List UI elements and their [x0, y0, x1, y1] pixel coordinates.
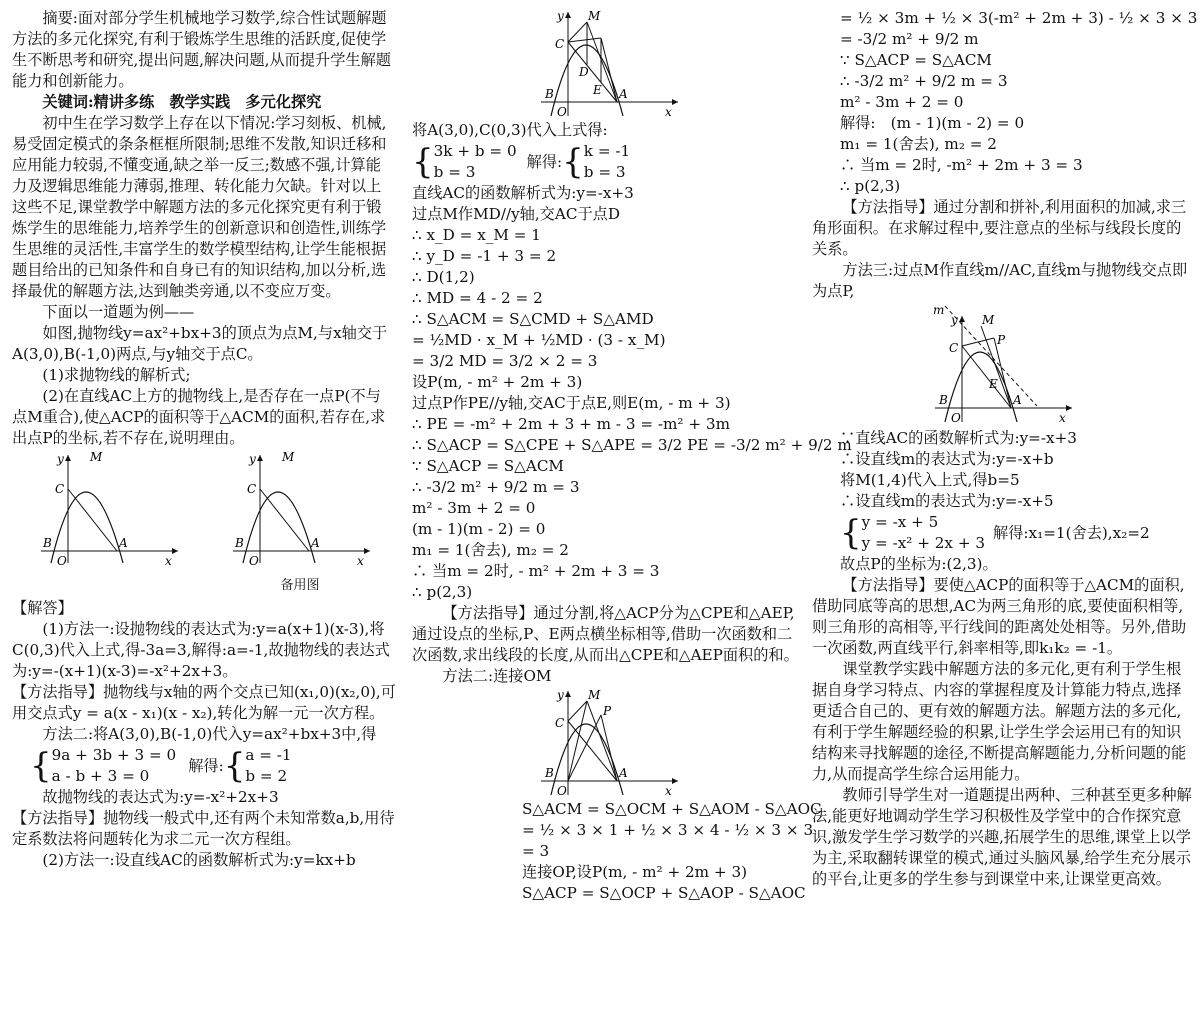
question-2: (2)在直线AC上方的抛物线上,是否存在一点P(不与点M重合),使△ACP的面积等于△ACM的面积,若存在,求出点P的坐标,若不存在,说明理由。 [12, 387, 386, 447]
figure-method1 [533, 8, 683, 120]
label-x: x [165, 554, 172, 568]
method-2: 方法二:将A(3,0),B(-1,0)代入y=ax²+bx+3中,得 [42, 725, 377, 743]
label-m: M [282, 451, 295, 464]
math-line: ∴ 当m = 2时, - m² + 2m + 3 = 3 [412, 562, 660, 580]
label-o: O [57, 554, 67, 568]
guide-2: 【方法指导】抛物线一般式中,还有两个未知常数a,b,用待定系数法将问题转化为求二元一次方程组。 [12, 809, 395, 848]
label-y: y [57, 452, 64, 466]
label-b: B [235, 536, 244, 550]
method-2-part2: 方法二:连接OM [442, 667, 552, 685]
closing-paragraph-2: 教师引导学生对一道题提出两种、三种甚至更多种解法,能更好地调动学生学习积极性及学堂中的合作探究意识,激发学生学习数学的兴趣,拓展学生的思维,课堂上以学为主,采取翻转课堂的模式,通过头脑风暴,给学生充分展示的平台,让更多的学生参与到课堂中来,让课堂更高效。 [812, 786, 1192, 888]
math-line: ∴ D(1,2) [412, 268, 475, 286]
equation: b = 3 [583, 163, 626, 181]
label-c: C [555, 716, 565, 730]
math-line: ∴ -3/2 m² + 9/2 m = 3 [840, 72, 1008, 90]
label-m: M [588, 688, 601, 702]
equation: a = -1 [245, 746, 292, 764]
figure-parabola [33, 451, 183, 569]
intro-paragraph: 初中生在学习数学上存在以下情况:学习刻板、机械,易受固定模式的条条框框所限制;思维不发散,知识迁移和应用能力较弱,不懂变通,缺之举一反三;数感不强,计算能力及逻辑思维能力薄弱,推理、转化能力欠缺。针对以上这些不足,课堂教学中解题方法的多元化探究更有利于锻炼学生的思维能力,培养学生的创新意识和创造性,训练学生思维的灵活性,丰富学生的数学模型结构,让学生能根据题目给出的已知条件和自身已有的知识结构,加以分析,选择最优的解题方法,达到触类旁通,以不变应万变。 [12, 114, 387, 300]
label-o: O [557, 784, 567, 798]
label-m: M [588, 9, 601, 23]
label-e: E [989, 377, 998, 391]
math-line: 将M(1,4)代入上式,得b=5 [840, 471, 1020, 489]
label-c: C [949, 341, 959, 355]
equation: b = 2 [245, 767, 288, 785]
math-line: 解得: (m - 1)(m - 2) = 0 [840, 114, 1025, 132]
problem-statement: 如图,抛物线y=ax²+bx+3的顶点为点M,与x轴交于A(3,0),B(-1,0)两点,与y轴交于点C。 [12, 324, 388, 363]
label-x: x [1059, 411, 1066, 425]
math-line: ∴ y_D = -1 + 3 = 2 [412, 247, 557, 265]
math-line: S△ACP = S△OCP + S△AOP - S△AOC [522, 884, 806, 902]
math-line: m² - 3m + 2 = 0 [412, 499, 536, 517]
label-a: A [619, 766, 628, 780]
label-m-line: m [933, 303, 945, 317]
system-3: { y = -x + 5 y = -x² + 2x + 3 解得:x₁=1(舍去),x₂=2 [840, 513, 1150, 553]
label-o: O [951, 411, 961, 425]
label-x: x [665, 105, 672, 119]
method-2-result: 故抛物线的表达式为:y=-x²+2x+3 [42, 788, 279, 806]
label-m: M [982, 313, 995, 327]
system-1: { 9a + 3b + 3 = 0 a - b + 3 = 0 解得: { a = -1 b = 2 [30, 746, 292, 786]
method-3: 方法三:过点M作直线m//AC,直线m与抛物线交点即为点P, [812, 261, 1188, 300]
math-line: 设P(m, - m² + 2m + 3) [412, 373, 583, 391]
label-b: B [545, 766, 554, 780]
label-d: D [579, 65, 589, 79]
math-line: ∴设直线m的表达式为:y=-x+b [840, 450, 1054, 468]
solve-label: 解得: [526, 152, 563, 171]
math-line: 连接OP,设P(m, - m² + 2m + 3) [522, 863, 748, 881]
math-line: = ½MD · x_M + ½MD · (3 - x_M) [412, 331, 666, 349]
label-x: x [357, 554, 364, 568]
substitute-line: 将A(3,0),C(0,3)代入上式得: [412, 121, 608, 139]
math-line: m² - 3m + 2 = 0 [840, 93, 964, 111]
label-y: y [249, 452, 256, 466]
math-line: ∵直线AC的函数解析式为:y=-x+3 [840, 429, 1077, 447]
math-line: ∴ S△ACM = S△CMD + S△AMD [412, 310, 654, 328]
part2-method-1: (2)方法一:设直线AC的函数解析式为:y=kx+b [42, 851, 356, 869]
math-line: = ½ × 3 × 1 + ½ × 3 × 4 - ½ × 3 × 3 [522, 821, 814, 839]
equation: 3k + b = 0 [433, 142, 517, 160]
math-line: ∵ S△ACP = S△ACM [840, 51, 992, 69]
equation: y = -x² + 2x + 3 [861, 534, 986, 552]
label-e: E [593, 83, 602, 97]
math-line: 过点P作PE//y轴,交AC于点E,则E(m, - m + 3) [412, 394, 731, 412]
method-1: (1)方法一:设抛物线的表达式为:y=a(x+1)(x-3),将C(0,3)代入上式,得-3a=3,解得:a=-1,故抛物线的表达式为:y=-(x+1)(x-3)=-x²+2x+3。 [12, 620, 390, 680]
label-p: P [603, 704, 612, 718]
closing-paragraph-1: 课堂教学实践中解题方法的多元化,更有利于学生根据自身学习特点、内容的掌握程度及计算能力特点,选择更适合自己的、更有效的解题方法。解题方法的多元化,有利于学生解题经验的积累,让学生学会运用已有的知识结构来寻找解题的途径,不断提高解题能力,分析问题的能力,从而提高学生综合运用能力。 [812, 660, 1187, 783]
guide-5: 【方法指导】要使△ACP的面积等于△ACM的面积,借助同底等高的思想,AC为两三角形的底,要使面积相等,则三角形的高相等,平行线间的距离处处相等。另外,借助一次函数,两直线平行,斜率相等,即k₁k₂ = -1。 [812, 576, 1187, 657]
question-1: (1)求抛物线的解析式; [42, 366, 191, 384]
math-line: m₁ = 1(舍去), m₂ = 2 [412, 541, 569, 559]
column-1 [12, 8, 396, 871]
label-p: P [997, 333, 1006, 347]
figure-caption: 备用图 [280, 578, 320, 593]
math-line: ∴ p(2,3) [840, 177, 901, 195]
label-m: M [90, 451, 103, 464]
label-y: y [557, 9, 564, 23]
system-2: { 3k + b = 0 b = 3 解得: { k = -1 b = 3 [412, 142, 631, 182]
label-b: B [545, 87, 554, 101]
label-c: C [247, 482, 257, 496]
label-x: x [665, 784, 672, 798]
math-line: ∴ -3/2 m² + 9/2 m = 3 [412, 478, 580, 496]
equation: k = -1 [583, 142, 631, 160]
guide-3: 【方法指导】通过分割,将△ACP分为△CPE和△AEP,通过设点的坐标,P、E两点横坐标相等,借助一次函数和二次函数,求出线段的长度,从而出△CPE和△AEP面积的和。 [412, 604, 799, 664]
label-a: A [119, 536, 128, 550]
figure-method2 [533, 687, 683, 799]
label-a: A [1013, 393, 1022, 407]
math-line: ∴ x_D = x_M = 1 [412, 226, 541, 244]
math-line: ∴ S△ACP = S△CPE + S△APE = 3/2 PE = -3/2 m² + 9/2 m [412, 436, 852, 454]
solve-label: 解得: [188, 756, 224, 775]
equation: 9a + 3b + 3 = 0 [51, 746, 177, 764]
math-line: (m - 1)(m - 2) = 0 [412, 520, 546, 538]
label-y: y [557, 688, 564, 702]
label-a: A [311, 536, 320, 550]
guide-1: 【方法指导】抛物线与x轴的两个交点已知(x₁,0)(x₂,0),可用交点式y = a(x - x₁)(x - x₂),转化为解一元一次方程。 [12, 683, 396, 722]
example-intro: 下面以一道题为例—— [42, 303, 195, 321]
abstract: 摘要:面对部分学生机械地学习数学,综合性试题解题方法的多元化探究,有利于锻炼学生思维的活跃度,促使学生不断思考和研究,提出问题,解决问题,从而提升学生解题能力和创新能力。 [12, 9, 391, 90]
label-c: C [555, 37, 565, 51]
equation: b = 3 [433, 163, 476, 181]
label-o: O [557, 105, 567, 119]
math-line: ∴ PE = -m² + 2m + 3 + m - 3 = -m² + 3m [412, 415, 730, 433]
label-b: B [939, 393, 948, 407]
column-3 [812, 8, 1198, 890]
label-o: O [249, 554, 259, 568]
math-line: = ½ × 3m + ½ × 3(-m² + 2m + 3) - ½ × 3 × 3 [840, 9, 1198, 27]
conclusion: 故点P的坐标为:(2,3)。 [840, 555, 998, 573]
label-c: C [55, 482, 65, 496]
math-line: 直线AC的函数解析式为:y=-x+3 [412, 184, 634, 202]
figure-parabola-backup [225, 451, 375, 569]
math-line: ∴ p(2,3) [412, 583, 473, 601]
equation: y = -x + 5 [861, 513, 939, 531]
answer-title: 【解答】 [12, 599, 73, 617]
math-line: S△ACM = S△OCM + S△AOM - S△AOC [522, 800, 822, 818]
math-line: ∴ 当m = 2时, -m² + 2m + 3 = 3 [840, 156, 1083, 174]
math-line: 过点M作MD//y轴,交AC于点D [412, 205, 620, 223]
math-line: m₁ = 1(舍去), m₂ = 2 [840, 135, 997, 153]
column-2 [412, 8, 852, 904]
label-b: B [43, 536, 52, 550]
math-line: ∵ S△ACP = S△ACM [412, 457, 564, 475]
solve-result: 解得:x₁=1(舍去),x₂=2 [993, 523, 1150, 542]
label-a: A [619, 87, 628, 101]
math-line: ∴设直线m的表达式为:y=-x+5 [840, 492, 1054, 510]
guide-4: 【方法指导】通过分割和拼补,利用面积的加减,求三角形面积。在求解过程中,要注意点的坐标与线段长度的关系。 [812, 198, 1187, 258]
figure-method3 [927, 302, 1077, 428]
keywords: 关键词:精讲多练 教学实践 多元化探究 [42, 93, 322, 111]
label-y: y [951, 313, 958, 327]
figure-row [12, 451, 396, 596]
figure-backup [225, 451, 375, 596]
math-line: ∴ MD = 4 - 2 = 2 [412, 289, 543, 307]
math-line: = 3 [522, 842, 550, 860]
equation: a - b + 3 = 0 [51, 767, 150, 785]
math-line: = 3/2 MD = 3/2 × 2 = 3 [412, 352, 598, 370]
math-line: = -3/2 m² + 9/2 m [840, 30, 979, 48]
